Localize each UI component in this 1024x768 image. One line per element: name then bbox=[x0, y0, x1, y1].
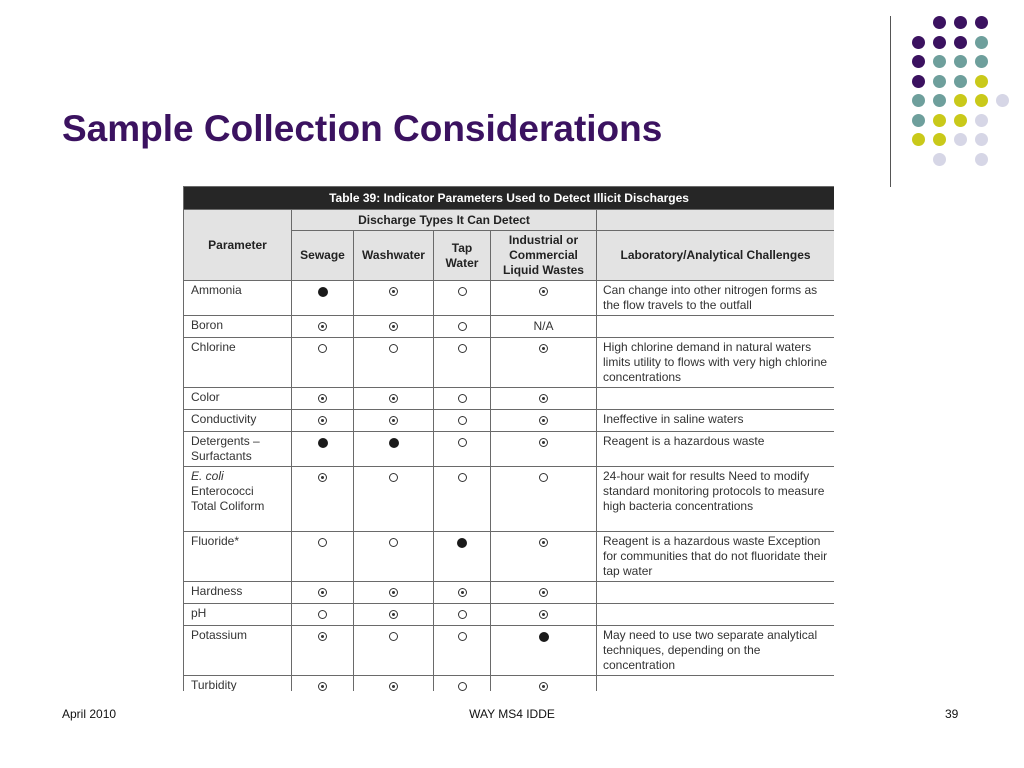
open-circle-icon bbox=[458, 344, 467, 353]
decorative-dot bbox=[912, 55, 925, 68]
decorative-dot bbox=[933, 16, 946, 29]
indicator-table-image bbox=[183, 186, 834, 691]
dotted-circle-icon bbox=[389, 322, 398, 331]
indicator-cell bbox=[354, 410, 434, 432]
header-blank bbox=[597, 210, 835, 231]
dotted-circle-icon bbox=[458, 588, 467, 597]
indicator-cell bbox=[491, 432, 597, 467]
open-circle-icon bbox=[458, 287, 467, 296]
indicator-cell bbox=[354, 281, 434, 316]
challenge-cell: High chlorine demand in natural waters limits utility to flows with very high chlorine concentrations bbox=[597, 338, 835, 388]
parameter-cell: Fluoride* bbox=[184, 532, 292, 582]
indicator-cell bbox=[292, 281, 354, 316]
indicator-cell bbox=[434, 604, 491, 626]
decorative-dot bbox=[912, 114, 925, 127]
indicator-cell bbox=[434, 432, 491, 467]
table-caption: Table 39: Indicator Parameters Used to Detect Illicit Discharges bbox=[184, 187, 835, 210]
decorative-dot bbox=[975, 94, 988, 107]
challenge-cell: 24-hour wait for results Need to modify standard monitoring protocols to measure high bacteria concentrations bbox=[597, 467, 835, 532]
decorative-dot bbox=[996, 94, 1009, 107]
decorative-dot bbox=[933, 94, 946, 107]
table-row bbox=[184, 388, 835, 410]
open-circle-icon bbox=[389, 344, 398, 353]
header-parameter: Parameter bbox=[184, 210, 292, 281]
header-discharge-types: Discharge Types It Can Detect bbox=[292, 210, 597, 231]
table-row bbox=[184, 316, 835, 338]
decorative-dot bbox=[975, 153, 988, 166]
indicator-cell bbox=[491, 281, 597, 316]
indicator-cell bbox=[491, 604, 597, 626]
challenge-cell: Ineffective in saline waters bbox=[597, 410, 835, 432]
indicator-cell bbox=[292, 316, 354, 338]
indicator-cell bbox=[434, 676, 491, 692]
indicator-cell bbox=[434, 582, 491, 604]
decorative-dot bbox=[933, 133, 946, 146]
indicator-cell bbox=[354, 338, 434, 388]
dotted-circle-icon bbox=[318, 394, 327, 403]
decorative-dot bbox=[933, 75, 946, 88]
decorative-dot bbox=[954, 55, 967, 68]
decorative-dot bbox=[933, 153, 946, 166]
footer-center: WAY MS4 IDDE bbox=[469, 707, 555, 721]
decorative-dot bbox=[912, 133, 925, 146]
challenge-cell bbox=[597, 604, 835, 626]
decorative-dot bbox=[975, 75, 988, 88]
header-industrial: Industrial or Commercial Liquid Wastes bbox=[491, 231, 597, 281]
footer-date: April 2010 bbox=[62, 707, 117, 721]
indicator-cell bbox=[292, 432, 354, 467]
open-circle-icon bbox=[318, 610, 327, 619]
indicator-cell bbox=[292, 388, 354, 410]
indicator-cell bbox=[491, 532, 597, 582]
challenge-cell bbox=[597, 676, 835, 692]
decorative-dot bbox=[954, 16, 967, 29]
challenge-cell: Reagent is a hazardous waste bbox=[597, 432, 835, 467]
open-circle-icon bbox=[389, 538, 398, 547]
challenge-cell bbox=[597, 582, 835, 604]
dotted-circle-icon bbox=[318, 416, 327, 425]
indicator-cell bbox=[434, 467, 491, 532]
filled-circle-icon bbox=[318, 287, 328, 297]
parameter-cell bbox=[184, 467, 292, 532]
open-circle-icon bbox=[318, 344, 327, 353]
indicator-cell bbox=[354, 316, 434, 338]
open-circle-icon bbox=[389, 473, 398, 482]
open-circle-icon bbox=[458, 632, 467, 641]
open-circle-icon bbox=[389, 632, 398, 641]
decorative-dot bbox=[954, 133, 967, 146]
indicator-cell bbox=[354, 582, 434, 604]
indicator-cell bbox=[292, 582, 354, 604]
decorative-dot bbox=[975, 114, 988, 127]
table-row bbox=[184, 410, 835, 432]
parameter-cell: Hardness bbox=[184, 582, 292, 604]
open-circle-icon bbox=[458, 416, 467, 425]
dotted-circle-icon bbox=[389, 416, 398, 425]
parameter-cell: Boron bbox=[184, 316, 292, 338]
dotted-circle-icon bbox=[539, 682, 548, 691]
dotted-circle-icon bbox=[539, 287, 548, 296]
decorative-dot bbox=[954, 36, 967, 49]
table-row bbox=[184, 604, 835, 626]
indicator-cell bbox=[434, 281, 491, 316]
open-circle-icon bbox=[458, 438, 467, 447]
decorative-dot bbox=[912, 36, 925, 49]
challenge-cell bbox=[597, 316, 835, 338]
parameter-cell: Turbidity bbox=[184, 676, 292, 692]
parameter-cell: Detergents – Surfactants bbox=[184, 432, 292, 467]
indicator-cell bbox=[292, 604, 354, 626]
decorative-dot bbox=[975, 16, 988, 29]
filled-circle-icon bbox=[539, 632, 549, 642]
open-circle-icon bbox=[539, 473, 548, 482]
dotted-circle-icon bbox=[318, 473, 327, 482]
table-row bbox=[184, 626, 835, 676]
decorative-dot bbox=[933, 114, 946, 127]
dotted-circle-icon bbox=[389, 610, 398, 619]
open-circle-icon bbox=[318, 538, 327, 547]
dotted-circle-icon bbox=[539, 610, 548, 619]
decorative-dot bbox=[975, 133, 988, 146]
challenge-cell bbox=[597, 388, 835, 410]
indicator-cell bbox=[491, 582, 597, 604]
indicator-cell bbox=[354, 532, 434, 582]
header-washwater: Washwater bbox=[354, 231, 434, 281]
dotted-circle-icon bbox=[389, 287, 398, 296]
open-circle-icon bbox=[458, 322, 467, 331]
table-row bbox=[184, 338, 835, 388]
parameter-italic-text: E. coli bbox=[191, 469, 224, 483]
indicator-cell bbox=[491, 338, 597, 388]
table-row bbox=[184, 432, 835, 467]
decorative-dot bbox=[933, 36, 946, 49]
challenge-cell: Can change into other nitrogen forms as the flow travels to the outfall bbox=[597, 281, 835, 316]
parameter-text: Enterococci Total Coliform bbox=[191, 484, 265, 513]
decorative-dot bbox=[954, 75, 967, 88]
table-row bbox=[184, 582, 835, 604]
dotted-circle-icon bbox=[318, 588, 327, 597]
indicator-cell bbox=[354, 676, 434, 692]
indicator-cell bbox=[292, 467, 354, 532]
indicator-cell bbox=[354, 467, 434, 532]
parameter-cell: Ammonia bbox=[184, 281, 292, 316]
dotted-circle-icon bbox=[389, 682, 398, 691]
filled-circle-icon bbox=[389, 438, 399, 448]
parameter-cell: Chlorine bbox=[184, 338, 292, 388]
dotted-circle-icon bbox=[318, 682, 327, 691]
indicator-cell bbox=[292, 626, 354, 676]
table-row bbox=[184, 676, 835, 692]
filled-circle-icon bbox=[457, 538, 467, 548]
indicator-cell bbox=[434, 410, 491, 432]
dotted-circle-icon bbox=[389, 588, 398, 597]
parameter-cell: Potassium bbox=[184, 626, 292, 676]
indicator-cell bbox=[491, 467, 597, 532]
challenge-cell: Reagent is a hazardous waste Exception for communities that do not fluoridate their tap water bbox=[597, 532, 835, 582]
indicator-cell bbox=[434, 316, 491, 338]
indicator-cell bbox=[354, 604, 434, 626]
open-circle-icon bbox=[458, 610, 467, 619]
open-circle-icon bbox=[458, 394, 467, 403]
table-row bbox=[184, 467, 835, 532]
header-challenges: Laboratory/Analytical Challenges bbox=[597, 231, 835, 281]
indicator-cell bbox=[491, 388, 597, 410]
indicator-table bbox=[183, 186, 834, 691]
parameter-cell: Conductivity bbox=[184, 410, 292, 432]
indicator-cell bbox=[354, 626, 434, 676]
parameter-cell: Color bbox=[184, 388, 292, 410]
open-circle-icon bbox=[458, 682, 467, 691]
filled-circle-icon bbox=[318, 438, 328, 448]
challenge-cell: May need to use two separate analytical techniques, depending on the concentration bbox=[597, 626, 835, 676]
divider-line bbox=[890, 16, 891, 187]
indicator-cell bbox=[354, 432, 434, 467]
dotted-circle-icon bbox=[318, 322, 327, 331]
dotted-circle-icon bbox=[318, 632, 327, 641]
decorative-dot bbox=[933, 55, 946, 68]
decorative-dot bbox=[975, 55, 988, 68]
header-tap-water: Tap Water bbox=[434, 231, 491, 281]
dotted-circle-icon bbox=[539, 538, 548, 547]
indicator-cell bbox=[434, 626, 491, 676]
indicator-cell bbox=[491, 410, 597, 432]
dotted-circle-icon bbox=[539, 438, 548, 447]
indicator-cell bbox=[292, 532, 354, 582]
slide-title: Sample Collection Considerations bbox=[62, 108, 663, 149]
decorative-dot bbox=[975, 36, 988, 49]
table-row bbox=[184, 532, 835, 582]
indicator-cell bbox=[292, 676, 354, 692]
indicator-cell bbox=[434, 338, 491, 388]
decorative-dot bbox=[912, 75, 925, 88]
dotted-circle-icon bbox=[539, 344, 548, 353]
dotted-circle-icon bbox=[539, 394, 548, 403]
dotted-circle-icon bbox=[539, 588, 548, 597]
dotted-circle-icon bbox=[539, 416, 548, 425]
indicator-cell bbox=[434, 388, 491, 410]
indicator-cell bbox=[354, 388, 434, 410]
parameter-cell: pH bbox=[184, 604, 292, 626]
indicator-cell bbox=[491, 676, 597, 692]
indicator-cell bbox=[292, 338, 354, 388]
indicator-cell bbox=[292, 410, 354, 432]
dotted-circle-icon bbox=[389, 394, 398, 403]
decorative-dot bbox=[912, 94, 925, 107]
indicator-cell bbox=[491, 626, 597, 676]
not-applicable-cell: N/A bbox=[491, 316, 597, 338]
footer-page-number: 39 bbox=[945, 707, 959, 721]
open-circle-icon bbox=[458, 473, 467, 482]
header-sewage: Sewage bbox=[292, 231, 354, 281]
decorative-dot bbox=[954, 114, 967, 127]
decorative-dot bbox=[954, 94, 967, 107]
table-row bbox=[184, 281, 835, 316]
indicator-cell bbox=[434, 532, 491, 582]
